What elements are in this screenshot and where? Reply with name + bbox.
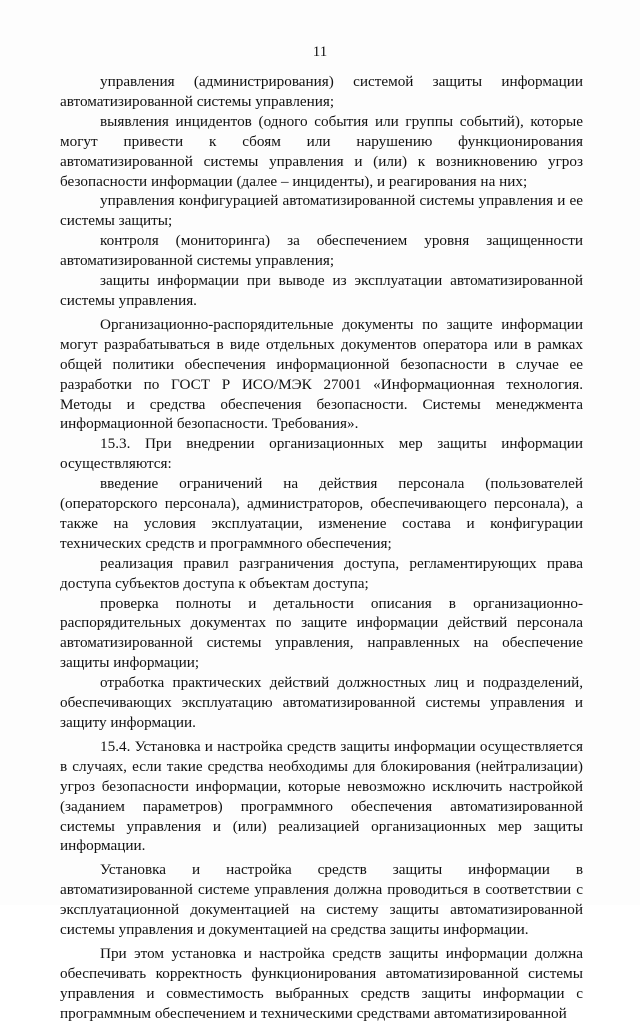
paragraph: реализация правил разграничения доступа, регламентирующих права доступа субъектов доступа к объектам доступа;	[60, 554, 583, 592]
paragraph: введение ограничений на действия персонала (пользователей (операторского персонала), администраторов, обеспечивающего персонала), а также на условия эксплуатации, изменение состава и конфигурации технических средств и программного обеспечения;	[60, 475, 583, 552]
paragraph: 15.4. Установка и настройка средств защиты информации осуществляется в случаях, если такие средства необходимы для блокирования (нейтрализации) угроз безопасности информации, которые невозможно исключить настройкой (заданием параметров) программного обеспечения автоматизированной системы управления и (или) реализацией организационных мер защиты информации.	[60, 737, 583, 855]
paragraph: управления конфигурацией автоматизированной системы управления и ее системы защиты;	[60, 192, 583, 230]
paragraph: отработка практических действий должностных лиц и подразделений, обеспечивающих эксплуатацию автоматизированной системы управления и защиту информации.	[60, 674, 583, 731]
page-number: 11	[312, 44, 328, 60]
paragraph: При этом установка и настройка средств защиты информации должна обеспечивать корректность функционирования автоматизированной системы управления и совместимость выбранных средств защиты информации с программным обеспечением и техническими средствами автоматизированной	[60, 944, 583, 1022]
paragraph: Установка и настройка средств защиты информации в автоматизированной системе управления должна проводиться в соответствии с эксплуатационной документацией на систему защиты автоматизированной системы управления и документацией на средства защиты информации.	[60, 861, 583, 939]
paragraph: управления (администрирования) системой защиты информации автоматизированной системы управления;	[60, 73, 583, 110]
body-text	[60, 72, 583, 1024]
paragraph: Организационно-распорядительные документы по защите информации могут разрабатываться в виде отдельных документов оператора или в рамках общей политики обеспечения информационной безопасности в случае ее разработки по ГОСТ Р ИСО/МЭК 27001 «Информационная технология. Методы и средства обеспечения безопасности. Системы менеджмента информационной безопасности. Требования».	[60, 315, 583, 433]
paragraph: контроля (мониторинга) за обеспечением уровня защищенности автоматизированной системы управления;	[60, 232, 583, 270]
paragraph: проверка полноты и детальности описания в организационно-распорядительных документах по защите информации действий персонала автоматизированной системы управления, направленных на обеспечение защиты информации;	[60, 594, 583, 672]
paragraph: выявления инцидентов (одного события или группы событий), которые могут привести к сбоям или нарушению функционирования автоматизированной системы управления и (или) к возникновению угроз безопасности информации (далее – инциденты), и реагирования на них;	[60, 112, 583, 190]
paragraph: защиты информации при выводе из эксплуатации автоматизированной системы управления.	[60, 272, 583, 309]
paragraph: 15.3. При внедрении организационных мер защиты информации осуществляются:	[60, 435, 583, 473]
